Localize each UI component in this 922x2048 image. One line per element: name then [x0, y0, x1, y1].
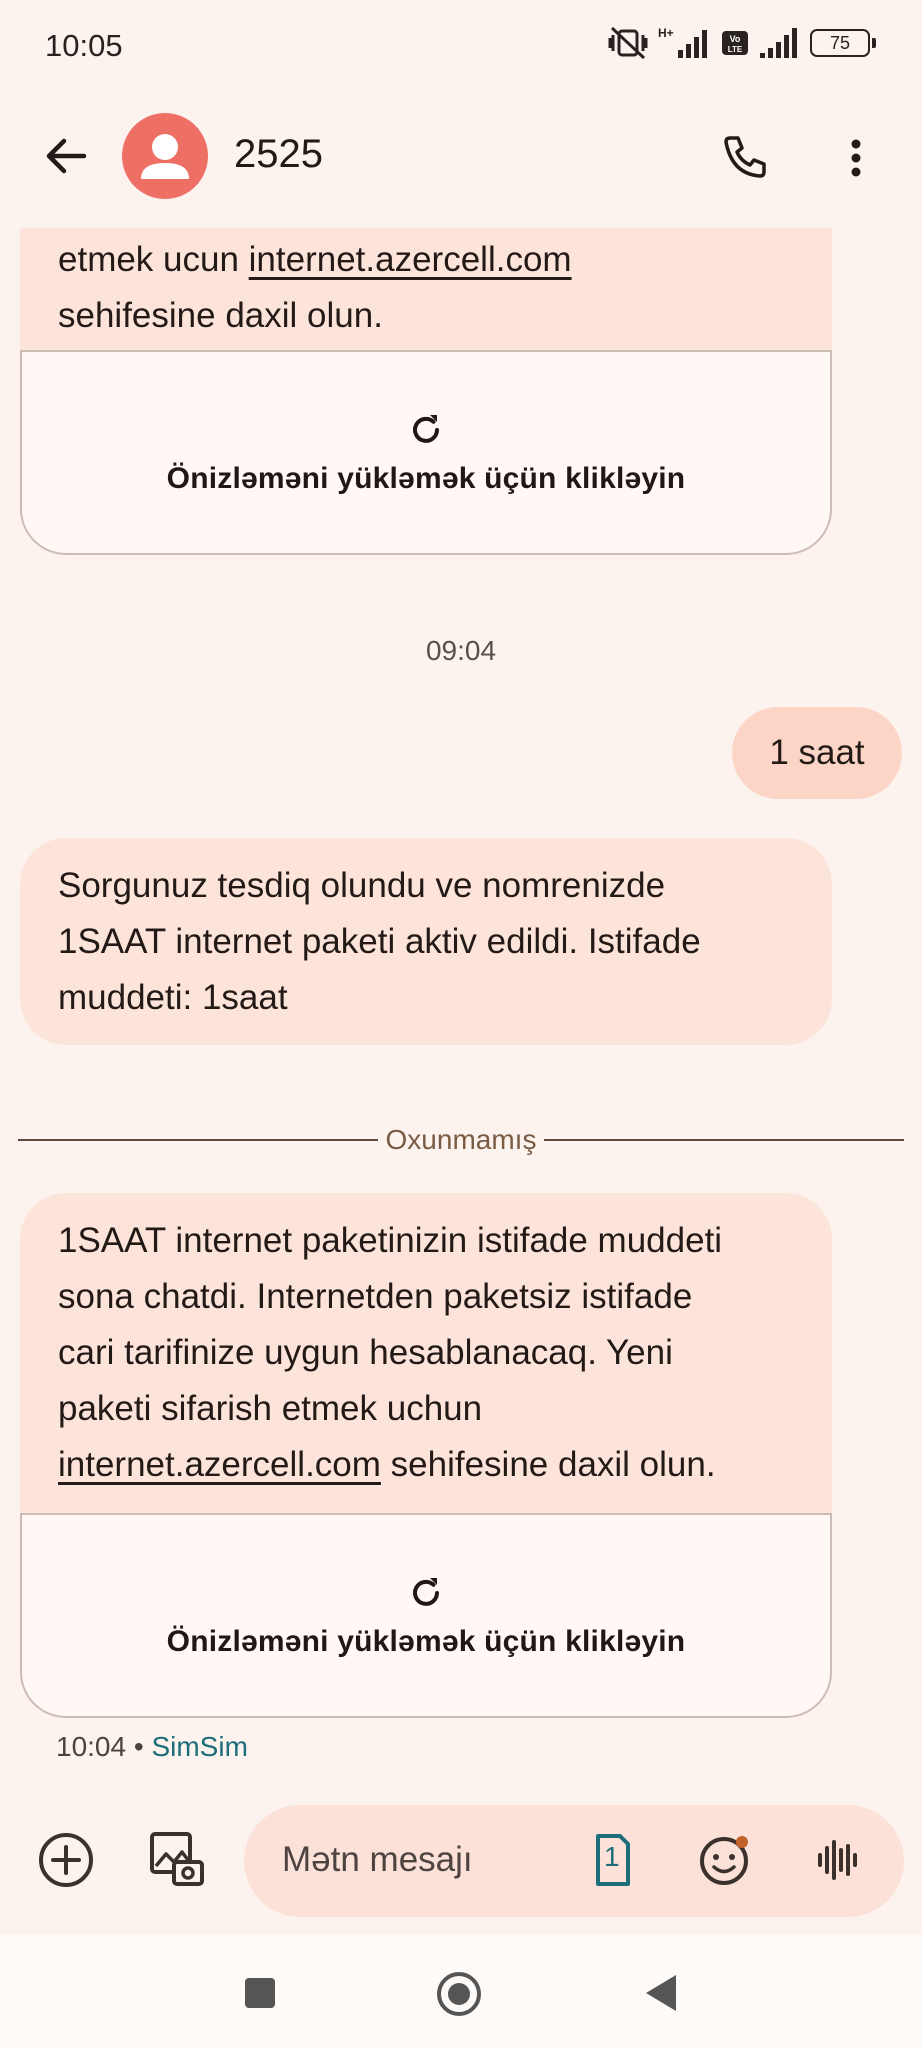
- status-icons: [608, 26, 870, 60]
- gallery-button[interactable]: [144, 1826, 208, 1890]
- unread-divider: [18, 1120, 904, 1160]
- svg-text:Vo: Vo: [729, 34, 741, 44]
- voice-button[interactable]: [806, 1828, 870, 1892]
- phone-icon: [714, 128, 774, 188]
- volte-icon: [722, 29, 748, 57]
- back-nav-button[interactable]: [640, 1971, 684, 2015]
- emoji-icon: [692, 1828, 756, 1892]
- message-bubble-incoming[interactable]: 1SAAT internet paketinizin istifade muddeti sona chatdi. Internetden paketsiz istifade cari tarifinize uygun hesablanacaq. Yeni paketi sifarish etmek uchun internet.azercell.com sehifesine daxil olun.: [20, 1193, 832, 1515]
- message-link[interactable]: internet.azercell.com: [58, 1445, 381, 1484]
- link-preview-card[interactable]: [20, 350, 832, 555]
- preview-label: Önizləməni yükləmək üçün klikləyin: [166, 461, 686, 495]
- message-bubble-incoming[interactable]: Sorgunuz tesdiq olundu ve nomrenizde 1SAAT internet paketi aktiv edildi. Istifade muddeti: 1saat: [20, 838, 832, 1045]
- contact-name[interactable]: 2525: [234, 132, 323, 176]
- message-timestamp: 09:04: [425, 635, 497, 666]
- avatar[interactable]: [122, 113, 208, 199]
- message-meta: 10:04 • SimSim: [56, 1731, 248, 1762]
- status-time: 10:05: [45, 28, 123, 63]
- emoji-button[interactable]: [692, 1828, 756, 1892]
- voice-icon: [806, 1828, 870, 1892]
- battery-icon: [810, 29, 870, 57]
- home-icon: [434, 1969, 484, 2019]
- call-button[interactable]: [714, 128, 774, 188]
- link-preview-card[interactable]: [20, 1513, 832, 1718]
- message-bubble-outgoing[interactable]: 1 saat: [732, 707, 902, 799]
- divider-line: [544, 1139, 904, 1141]
- refresh-icon: [406, 1573, 446, 1613]
- recents-icon: [240, 1973, 280, 2013]
- refresh-icon: [406, 410, 446, 450]
- network-type-label: H+: [658, 26, 674, 40]
- preview-label: Önizləməni yükləmək üçün klikləyin: [166, 1624, 686, 1658]
- attach-button[interactable]: [34, 1828, 98, 1892]
- message-bubble-incoming[interactable]: etmek ucun internet.azercell.com sehifesine daxil olun.: [20, 228, 832, 352]
- svg-text:LTE: LTE: [727, 45, 743, 54]
- person-icon: [122, 113, 208, 199]
- signal-icon: [658, 26, 712, 60]
- unread-label: Oxunmamış: [385, 1124, 537, 1155]
- divider-line: [18, 1139, 378, 1141]
- sim-badge: 1: [604, 1841, 620, 1872]
- add-circle-icon: [34, 1828, 98, 1892]
- message-input-placeholder[interactable]: Mətn mesajı: [282, 1840, 473, 1879]
- gallery-icon: [144, 1826, 208, 1890]
- back-triangle-icon: [640, 1971, 684, 2015]
- home-button[interactable]: [434, 1969, 484, 2019]
- more-vert-icon: [826, 128, 886, 188]
- sim-label: SimSim: [151, 1731, 248, 1762]
- message-link[interactable]: internet.azercell.com: [248, 240, 572, 279]
- sim-select-button[interactable]: [580, 1828, 644, 1892]
- recents-button[interactable]: [240, 1973, 280, 2013]
- message-time: 10:04: [56, 1731, 127, 1762]
- vibrate-off-icon: [608, 26, 648, 60]
- signal-icon-2: [758, 26, 800, 60]
- back-button[interactable]: [36, 126, 96, 186]
- battery-level: 75: [829, 32, 851, 53]
- arrow-left-icon: [36, 126, 96, 186]
- more-options-button[interactable]: [826, 128, 886, 188]
